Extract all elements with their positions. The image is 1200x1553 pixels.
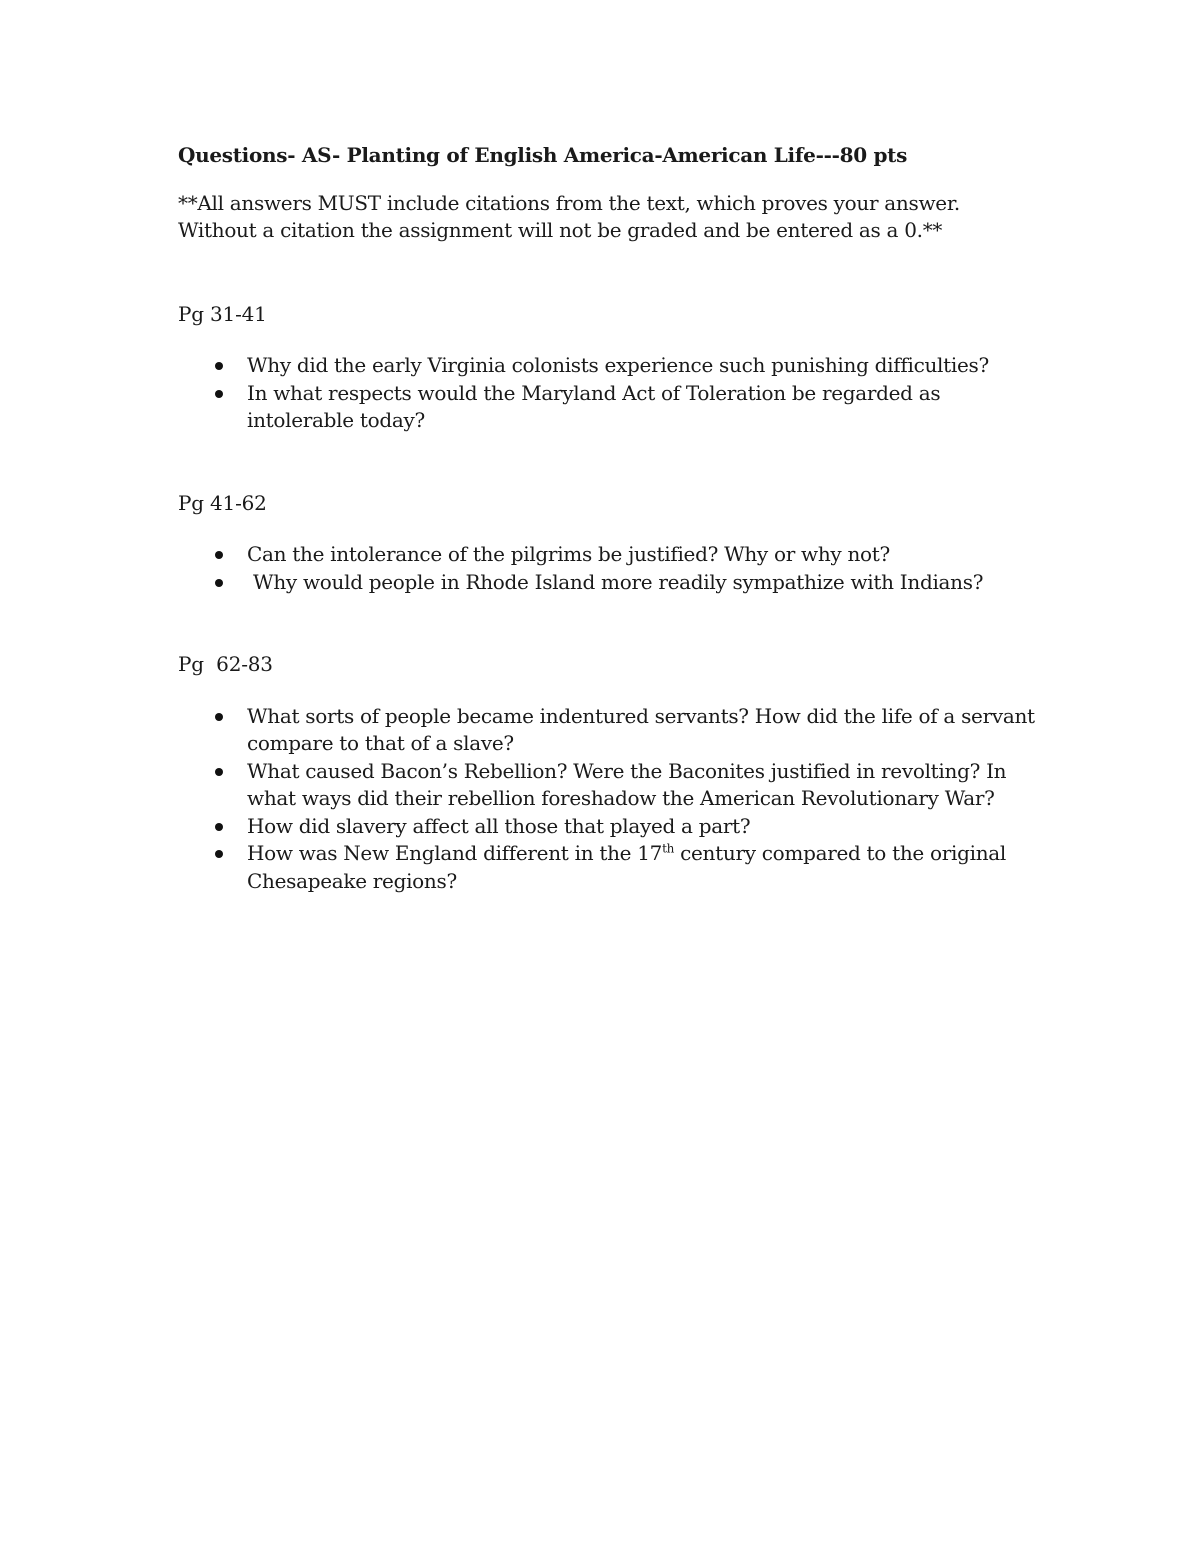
question-list-1	[178, 352, 1038, 435]
question-item	[178, 541, 1038, 569]
question-item	[178, 758, 1038, 813]
bullet-icon	[215, 768, 223, 776]
bullet-icon	[215, 390, 223, 398]
question-item	[178, 840, 1038, 895]
ordinal-superscript: th	[662, 841, 675, 856]
question-text: How did slavery affect all those that played a part?	[247, 813, 751, 838]
question-item	[178, 352, 1038, 380]
document-body	[178, 142, 1038, 895]
bullet-icon	[215, 850, 223, 858]
question-item	[178, 569, 1038, 597]
section-heading-1: Pg 31-41	[178, 301, 267, 326]
bullet-icon	[215, 713, 223, 721]
section-heading-2: Pg 41-62	[178, 490, 267, 515]
document-title: Questions- AS- Planting of English America-American Life---80 pts	[178, 143, 908, 167]
question-item	[178, 813, 1038, 841]
question-text: Can the intolerance of the pilgrims be justified? Why or why not?	[247, 542, 890, 566]
bullet-icon	[215, 579, 223, 587]
question-list-2	[178, 541, 1038, 596]
question-list-3	[178, 703, 1038, 896]
bullet-icon	[215, 362, 223, 370]
question-text-part: century compared to the original Chesapeake regions?	[247, 841, 1013, 893]
question-text: Why would people in Rhode Island more readily sympathize with Indians?	[247, 569, 984, 594]
citation-note-line-1: **All answers MUST include citations from the text, which proves your answer.	[178, 190, 960, 215]
question-text: In what respects would the Maryland Act of Toleration be regarded as intolerable today?	[247, 380, 941, 432]
question-item	[178, 703, 1038, 758]
question-text: Why did the early Virginia colonists experience such punishing difficulties?	[247, 353, 989, 377]
question-text	[247, 841, 1012, 893]
question-text-part: How was New England different in the 17	[247, 841, 663, 865]
question-text: What sorts of people became indentured servants? How did the life of a servant compare to that of a slave?	[247, 703, 1035, 755]
question-text: What caused Bacon’s Rebellion? Were the Baconites justified in revolting? In what ways did their rebellion foreshadow the American Revolutionary War?	[247, 758, 1007, 810]
bullet-icon	[215, 823, 223, 831]
bullet-icon	[215, 551, 223, 559]
citation-note	[178, 190, 1038, 245]
question-item	[178, 380, 1038, 435]
section-heading-3: Pg 62-83	[178, 652, 273, 676]
citation-note-line-2: Without a citation the assignment will not be graded and be entered as a 0.**	[178, 218, 943, 242]
